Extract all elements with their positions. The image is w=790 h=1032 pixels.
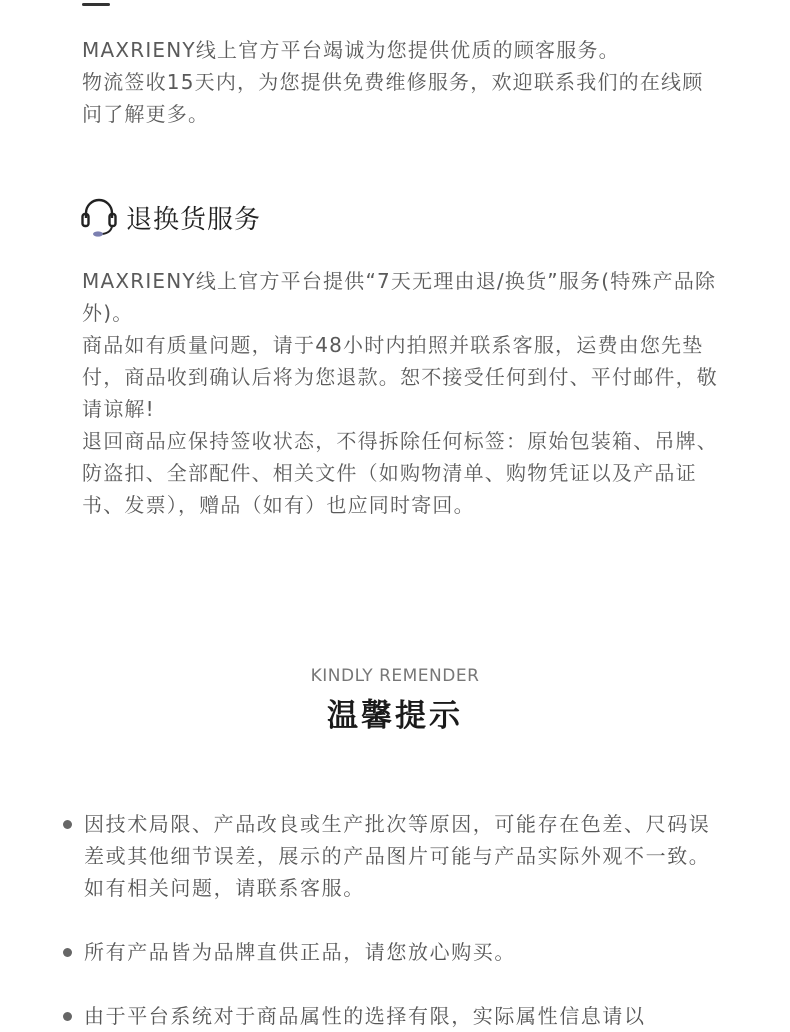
bullet-dot (63, 820, 72, 829)
returns-policy (82, 265, 718, 521)
reminder-item (60, 1000, 730, 1032)
reminder-subtitle: KINDLY REMENDER (310, 666, 480, 686)
headset-icon (80, 196, 118, 238)
reminder-title: 温馨提示 (327, 698, 463, 734)
service-intro-line: MAXRIENY线上官方平台竭诚为您提供优质的顾客服务。 (82, 38, 620, 62)
bullet-dot (63, 948, 72, 957)
service-intro (82, 34, 718, 130)
reminder-item-text: 由于平台系统对于商品属性的选择有限，实际属性信息请以 (84, 1004, 646, 1028)
service-intro-line: 物流签收15天内，为您提供免费维修服务，欢迎联系我们的在线顾问了解更多。 (82, 70, 704, 126)
returns-policy-line: 商品如有质量问题，请于48小时内拍照并联系客服，运费由您先垫付，商品收到确认后将为您退款。恕不接受任何到付、平付邮件，敬请谅解! (82, 333, 718, 421)
previous-section-icon (82, 3, 110, 6)
returns-policy-line: MAXRIENY线上官方平台提供“7天无理由退/换货”服务(特殊产品除外)。 (82, 269, 717, 325)
returns-policy-line: 退回商品应保持签收状态，不得拆除任何标签：原始包装箱、吊牌、防盗扣、全部配件、相关文件（如购物清单、购物凭证以及产品证书、发票），赠品（如有）也应同时寄回。 (82, 429, 718, 517)
returns-section-title: 退换货服务 (126, 204, 262, 235)
reminder-item (60, 936, 730, 968)
previous-section-header-partial (82, 0, 282, 6)
bullet-dot (63, 1012, 72, 1021)
returns-section-header (80, 196, 261, 238)
reminder-list (60, 808, 730, 1032)
reminder-item-text: 所有产品皆为品牌直供正品，请您放心购买。 (84, 940, 516, 964)
reminder-item (60, 808, 730, 904)
reminder-item-text: 因技术局限、产品改良或生产批次等原因，可能存在色差、尺码误差或其他细节误差，展示的产品图片可能与产品实际外观不一致。如有相关问题，请联系客服。 (84, 812, 711, 900)
